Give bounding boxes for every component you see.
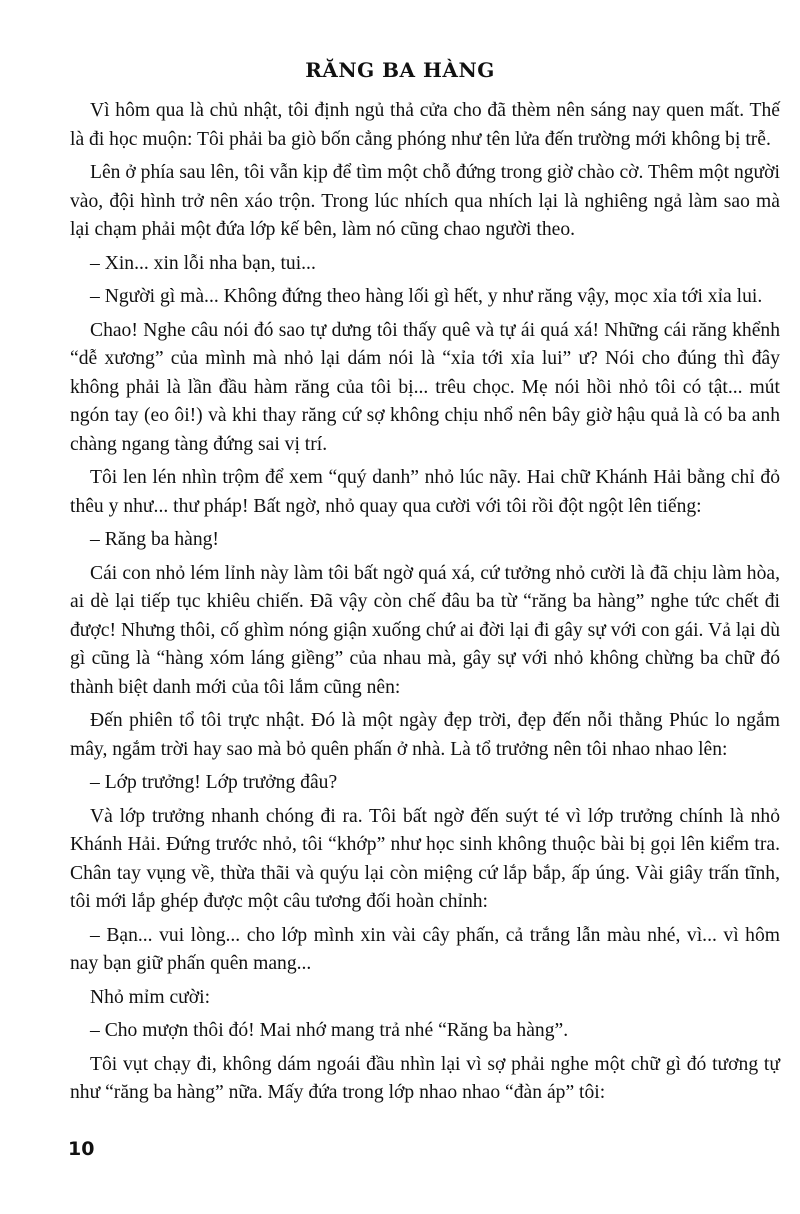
dialogue-line: – Xin... xin lỗi nha bạn, tui... [90,252,316,274]
paragraph: Cái con nhỏ lém lỉnh này làm tôi bất ngờ quá xá, cứ tưởng nhỏ cười là đã chịu làm hòa, ai dè lại tiếp tục khiêu chiến. Đã vậy còn chế đâu ba từ “răng ba hàng” nghe tức chết đi được! Nhưng thôi, cố ghìm nóng giận xuống chứ ai đời lại đi gây sự với con gái. Vả lại dù gì cũng là “hàng xóm láng giềng” của nhau mà, gây sự với nhỏ không chừng ba chữ đó thành biệt danh mới của tôi lắm cũng nên: [70,562,780,698]
paragraph: Tôi vụt chạy đi, không dám ngoái đầu nhìn lại vì sợ phải nghe một chữ gì đó tương tự như “răng ba hàng” nữa. Mấy đứa trong lớp nhao nhao “đàn áp” tôi: [70,1053,780,1103]
chapter-title: RĂNG BA HÀNG [305,58,495,82]
paragraph: Lên ở phía sau lên, tôi vẫn kịp để tìm một chỗ đứng trong giờ chào cờ. Thêm một người vào, đội hình trở nên xáo trộn. Trong lúc nhích qua nhích lại là nghiêng ngả làm sao mà lại chạm phải một đứa lớp kế bên, làm nó cũng chao người theo. [70,162,780,240]
dialogue-line: – Cho mượn thôi đó! Mai nhớ mang trả nhé “Răng ba hàng”. [90,1020,569,1041]
dialogue-line: – Răng ba hàng! [90,529,219,550]
dialogue-line: – Người gì mà... Không đứng theo hàng lối gì hết, y như răng vậy, mọc xỉa tới xỉa lui. [90,286,763,307]
body-text [70,97,780,1113]
paragraph: Chao! Nghe câu nói đó sao tự dưng tôi thấy quê và tự ái quá xá! Những cái răng khểnh “dễ xương” của mình mà nhỏ lại dám nói là “xỉa tới xỉa lui” ư? Nói cho đúng thì đây không phải là lần đầu hàm răng của tôi bị... trêu chọc. Mẹ nói hồi nhỏ tôi có tật... mút ngón tay (eo ôi!) và khi thay răng cứ sợ không chịu nhổ nên bây giờ hậu quả là có ba anh chàng ngang tàng đứng sai vị trí. [70,319,780,455]
dialogue-line: – Bạn... vui lòng... cho lớp mình xin vài cây phấn, cả trắng lẫn màu nhé, vì... vì hôm nay bạn giữ phấn quên mang... [70,924,780,974]
paragraph: Nhỏ mỉm cười: [90,986,211,1008]
paragraph: Tôi len lén nhìn trộm để xem “quý danh” nhỏ lúc nãy. Hai chữ Khánh Hải bằng chỉ đỏ thêu y như... thư pháp! Bất ngờ, nhỏ quay qua cười với tôi rồi đột ngột lên tiếng: [70,467,780,517]
paragraph: Vì hôm qua là chủ nhật, tôi định ngủ thả cửa cho đã thèm nên sáng nay quen mất. Thế là đi học muộn: Tôi phải ba giò bốn cẳng phóng như tên lửa đến trường mới không bị trễ. [70,100,780,150]
paragraph: Đến phiên tổ tôi trực nhật. Đó là một ngày đẹp trời, đẹp đến nỗi thằng Phúc lo ngắm mây, ngắm trời hay sao mà bỏ quên phấn ở nhà. Là tổ trưởng nên tôi nhao nhao lên: [70,710,780,760]
dialogue-line: – Lớp trưởng! Lớp trưởng đâu? [90,772,338,793]
paragraph: Và lớp trưởng nhanh chóng đi ra. Tôi bất ngờ đến suýt té vì lớp trưởng chính là nhỏ Khánh Hải. Đứng trước nhỏ, tôi “khớp” như học sinh không thuộc bài bị gọi lên kiểm tra. Chân tay vụng về, thừa thãi và quýu lại còn miệng cứ lắp bắp, ấp úng. Vài giây trấn tĩnh, tôi mới lắp ghép được một câu tương đối hoàn chỉnh: [70,805,780,912]
page-number: 10 [68,1138,95,1160]
